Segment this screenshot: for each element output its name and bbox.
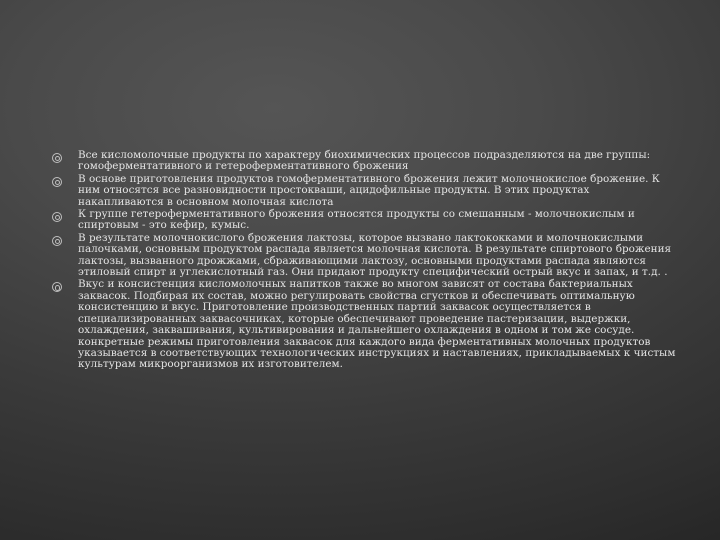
circle-bullet-icon <box>52 282 62 292</box>
circle-bullet-icon <box>52 236 62 246</box>
bullet-text: Вкус и консистенция кисломолочных напитков также во многом зависят от состава бактериальных заквасок. Подбирая их состав, можно регулировать свойства сгустков и обеспечивать оптимальную консистенцию и вкус. Приготовление производственных партий заквасок осуществляется в специализированных заквасочниках, которые обеспечивают проведение пастеризации, выдержки, охлаждения, заквашивания, культивирования и дальнейшего охлаждения в одном и том же сосуде. конкретные режимы приготовления заквасок для каждого вида ферментативных молочных продуктов указывается в соответствующих технологических инструкциях и наставлениях, прикладываемых к чистым культурам микроорганизмов их изготовителем. <box>78 278 676 371</box>
circle-bullet-icon <box>52 212 62 222</box>
bullet-text: Все кисломолочные продукты по характеру биохимических процессов подразделяются на две группы: гомоферментативного и гетероферментативного брожения <box>78 149 651 173</box>
bullet-text: К группе гетероферментативного брожения относятся продукты со смешанным - молочнокислым и спиртовым - это кефир, кумыс. <box>78 208 635 232</box>
list-item <box>52 209 678 232</box>
circle-bullet-icon <box>52 153 62 163</box>
bullet-text: В основе приготовления продуктов гомоферментативного брожения лежит молочнокислое брожение. К ним относятся все разновидности простокваши, ацидофильные продукты. В этих продуктах накапливаются в основном молочная кислота <box>78 172 660 208</box>
bullet-text: В результате молочнокислого брожения лактозы, которое вызвано лактококками и молочнокислыми палочками, основным продуктом распада является молочная кислота. В результате спиртового брожения лактозы, вызванного дрожжами, сбраживающими лактозу, основными продуктами распада являются этиловый спирт и углекислотный газ. Они придают продукту специфический острый вкус и запах, и т.д. . <box>78 231 672 279</box>
bullet-list <box>52 150 678 372</box>
list-item <box>52 150 678 173</box>
circle-bullet-icon <box>52 177 62 187</box>
list-item <box>52 233 678 279</box>
list-item <box>52 279 678 370</box>
list-item <box>52 174 678 208</box>
